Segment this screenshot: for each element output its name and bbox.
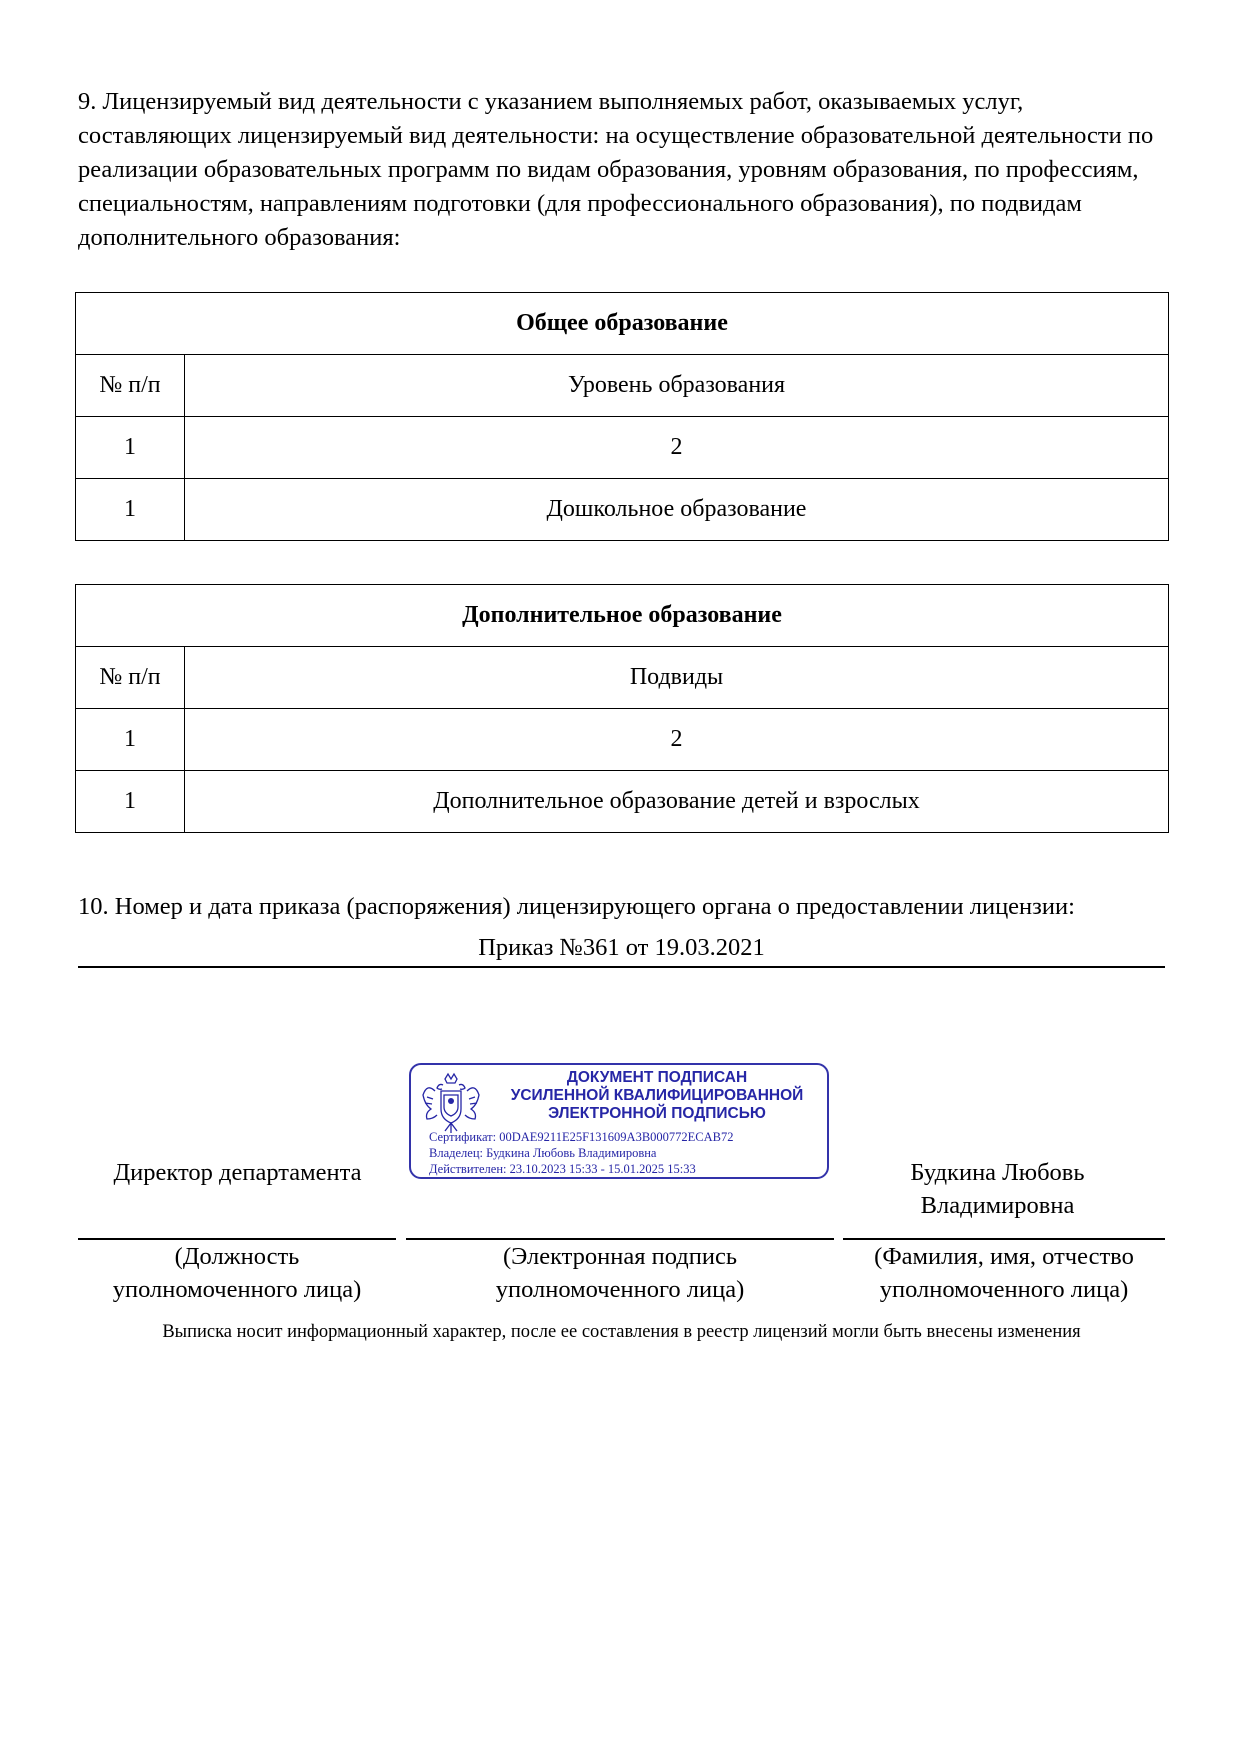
- stamp-validity: Действителен: 23.10.2023 15:33 - 15.01.2025 15:33: [429, 1162, 696, 1176]
- disclaimer-footnote: Выписка носит информационный характер, после ее составления в реестр лицензий могли быть внесены изменения: [162, 1322, 1081, 1342]
- stamp-heading-line-3: ЭЛЕКТРОННОЙ ПОДПИСЬЮ: [548, 1105, 766, 1122]
- caption-full-name-line-2: уполномоченного лица): [879, 1276, 1129, 1303]
- table-title: Дополнительное образование: [76, 585, 1169, 647]
- column-header-number: № п/п: [76, 355, 185, 417]
- stamp-owner: Владелец: Будкина Любовь Владимировна: [429, 1146, 657, 1160]
- row-number: 1: [76, 709, 185, 771]
- caption-full-name: [843, 1240, 1165, 1306]
- section-10-text: 10. Номер и дата приказа (распоряжения) лицензирующего органа о предоставлении лицензии:: [78, 893, 1075, 920]
- table-row: [76, 709, 1169, 771]
- order-number: Приказ №361 от 19.03.2021: [78, 930, 1165, 968]
- row-number: 1: [76, 417, 185, 479]
- caption-position-line-1: (Должность: [174, 1243, 300, 1270]
- column-header-subtypes: Подвиды: [185, 647, 1169, 709]
- general-education-table: [75, 292, 1169, 541]
- column-header-level: Уровень образования: [185, 355, 1169, 417]
- signer-name-line-2: Владимировна: [920, 1192, 1075, 1219]
- row-value: 2: [185, 709, 1169, 771]
- stamp-heading-line-1: ДОКУМЕНТ ПОДПИСАН: [566, 1069, 748, 1086]
- caption-signature-line-2: уполномоченного лица): [495, 1276, 745, 1303]
- table-row: [76, 417, 1169, 479]
- caption-full-name-line-1: (Фамилия, имя, отчество: [874, 1243, 1134, 1270]
- column-header-number: № п/п: [76, 647, 185, 709]
- table-row: [76, 771, 1169, 833]
- row-value: 2: [185, 417, 1169, 479]
- stamp-heading-line-2: УСИЛЕННОЙ КВАЛИФИЦИРОВАННОЙ: [510, 1087, 804, 1104]
- caption-signature-line-1: (Электронная подпись: [502, 1243, 738, 1270]
- row-value: Дошкольное образование: [185, 479, 1169, 541]
- stamp-certificate: Сертификат: 00DAE9211E25F131609A3B000772ECAB72: [429, 1130, 734, 1144]
- row-number: 1: [76, 771, 185, 833]
- caption-position: [78, 1240, 396, 1306]
- row-number: 1: [76, 479, 185, 541]
- signer-position: Директор департамента: [113, 1159, 362, 1186]
- table-title: Общее образование: [76, 293, 1169, 355]
- table-row: [76, 479, 1169, 541]
- additional-education-table: [75, 584, 1169, 833]
- caption-signature: [406, 1240, 834, 1306]
- row-value: Дополнительное образование детей и взрослых: [185, 771, 1169, 833]
- electronic-signature-stamp: [409, 1063, 829, 1179]
- section-9-text: 9. Лицензируемый вид деятельности с указанием выполняемых работ, оказываемых услуг, составляющих лицензируемый вид деятельности: на осуществление образовательной деятельности по реализации образовательных программ по видам образования, уровням образования, по профессиям, специальностям, направлениям подготовки (для профессионального образования), по подвидам дополнительного образования:: [78, 88, 1154, 251]
- coat-of-arms-icon: [421, 1071, 481, 1137]
- signer-name-line-1: Будкина Любовь: [910, 1159, 1085, 1186]
- caption-position-line-2: уполномоченного лица): [112, 1276, 362, 1303]
